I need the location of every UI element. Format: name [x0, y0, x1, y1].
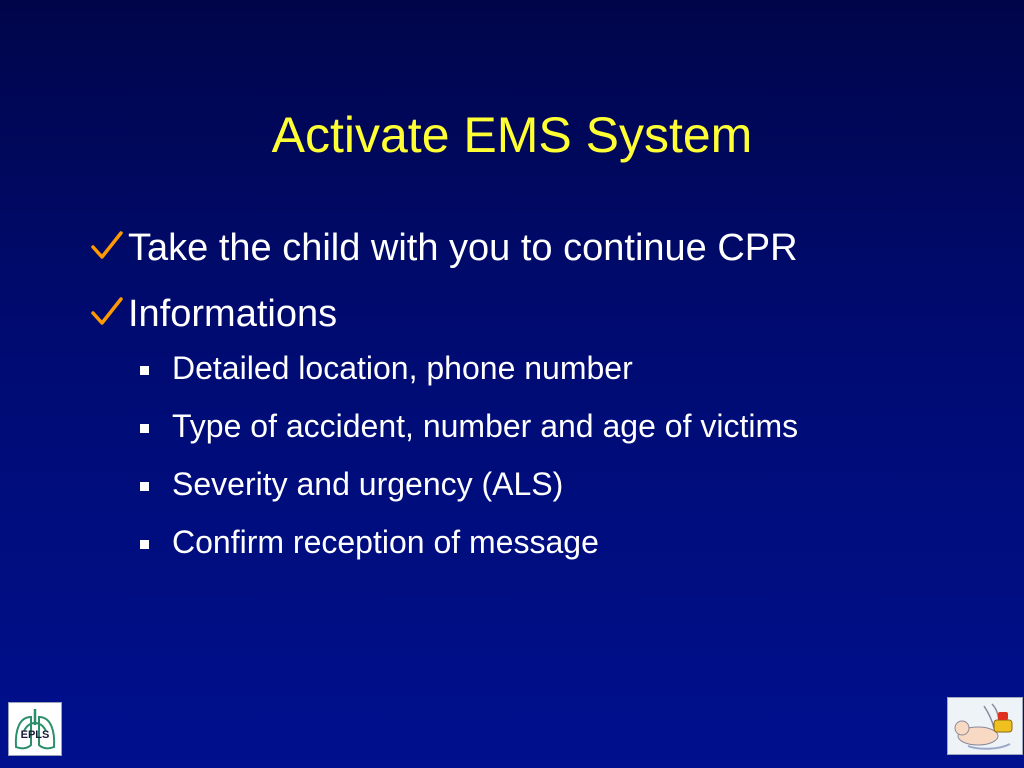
square-bullet-icon	[140, 424, 149, 433]
sub-bullet-item	[88, 404, 852, 448]
sub-bullet-text: Detailed location, phone number	[172, 350, 633, 386]
bullet-item	[88, 292, 968, 336]
square-bullet-icon	[140, 540, 149, 549]
sub-bullet-text: Confirm reception of message	[172, 524, 599, 560]
bullet-list	[88, 226, 968, 578]
sub-bullet-item	[88, 346, 852, 390]
cpr-illustration-icon	[948, 698, 1022, 754]
epls-logo	[8, 702, 62, 756]
checkmark-icon	[90, 296, 124, 328]
sub-bullet-item	[88, 520, 852, 564]
bullet-text: Take the child with you to continue CPR	[128, 227, 798, 269]
bullet-text: Informations	[128, 293, 338, 335]
square-bullet-icon	[140, 482, 149, 491]
square-bullet-icon	[140, 366, 149, 375]
logo-text: EPLS	[20, 729, 50, 741]
lungs-logo-icon	[9, 703, 61, 755]
slide-title: Activate EMS System	[271, 107, 753, 163]
sub-bullet-text: Type of accident, number and age of victims	[172, 408, 799, 444]
sub-bullet-text: Severity and urgency (ALS)	[172, 466, 564, 502]
cpr-illustration	[947, 697, 1023, 755]
sub-bullet-list	[88, 346, 968, 564]
sub-bullet-item	[88, 462, 852, 506]
bullet-item	[88, 226, 968, 270]
checkmark-icon	[90, 230, 124, 262]
